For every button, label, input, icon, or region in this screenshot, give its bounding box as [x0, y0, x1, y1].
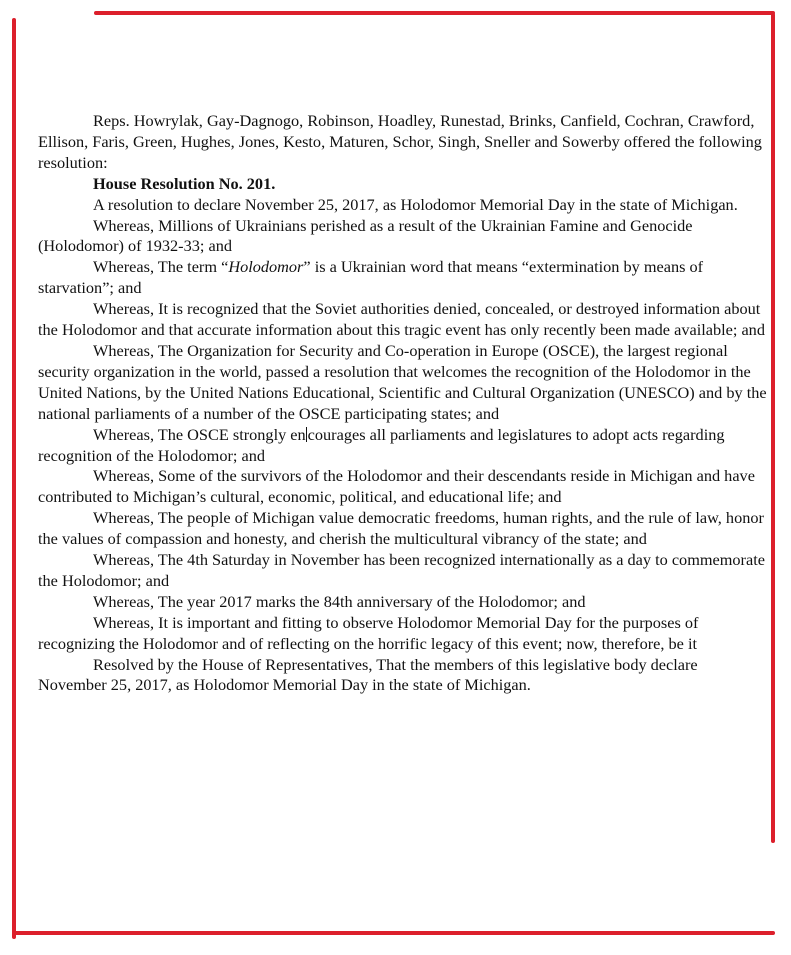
whereas-text: ” is a Ukrainian word that means “extermination by means of starvation”; and	[38, 257, 704, 298]
red-frame-right-line	[771, 13, 775, 843]
resolved-clause: Resolved by the House of Representatives, That the members of this legislative body declare November 25, 2017, as Holodomor Memorial Day in the state of Michigan.	[38, 654, 698, 695]
red-frame-top-line	[94, 11, 775, 15]
whereas-clause: Whereas, The year 2017 marks the 84th anniversary of the Holodomor; and	[93, 591, 586, 611]
whereas-clause	[38, 257, 768, 299]
whereas-text: courages all parliaments and legislatures to adopt acts regarding recognition of the Holodomor; and	[38, 424, 725, 465]
whereas-text: Whereas, The term “	[93, 257, 229, 277]
whereas-text: Whereas, The OSCE strongly en	[93, 424, 306, 444]
resolution-document	[38, 111, 768, 696]
whereas-clause: Whereas, Some of the survivors of the Holodomor and their descendants reside in Michigan and have contributed to Michigan’s cultural, economic, political, and educational life; and	[38, 466, 755, 507]
italic-term: Holodomor	[228, 257, 304, 277]
red-frame-bottom-line	[14, 931, 775, 935]
whereas-clause: Whereas, The people of Michigan value democratic freedoms, human rights, and the rule of law, honor the values of compassion and honesty, and cherish the multicultural vibrancy of the state; and	[38, 508, 764, 549]
whereas-clause: Whereas, The 4th Saturday in November has been recognized internationally as a day to commemorate the Holodomor; and	[38, 550, 765, 590]
red-frame-left-line	[12, 18, 16, 939]
resolution-title: House Resolution No. 201.	[93, 173, 276, 193]
whereas-clause: Whereas, It is important and fitting to observe Holodomor Memorial Day for the purposes of recognizing the Holodomor and of reflecting on the horrific legacy of this event; now, therefore, be it	[38, 612, 699, 653]
resolution-summary: A resolution to declare November 25, 2017, as Holodomor Memorial Day in the state of Michigan.	[93, 194, 738, 214]
whereas-clause: Whereas, Millions of Ukrainians perished as a result of the Ukrainian Famine and Genocide (Holodomor) of 1932-33; and	[38, 215, 693, 256]
whereas-clause	[38, 425, 768, 467]
whereas-clause: Whereas, The Organization for Security and Co-operation in Europe (OSCE), the largest regional security organization in the world, passed a resolution that welcomes the recognition of the Holodomor in the United Nations, by the United Nations Educational, Scientific and Cultural Organization (UNESCO) and by the national parliaments of a number of the OSCE participating states; and	[38, 340, 767, 423]
sponsors-paragraph: Reps. Howrylak, Gay-Dagnogo, Robinson, Hoadley, Runestad, Brinks, Canfield, Cochran, Crawford, Ellison, Faris, Green, Hughes, Jones, Kesto, Maturen, Schor, Singh, Sneller and Sowerby offered the following resolution:	[38, 111, 762, 172]
whereas-clause: Whereas, It is recognized that the Soviet authorities denied, concealed, or destroyed information about the Holodomor and that accurate information about this tragic event has only recently been made available; and	[38, 299, 765, 340]
